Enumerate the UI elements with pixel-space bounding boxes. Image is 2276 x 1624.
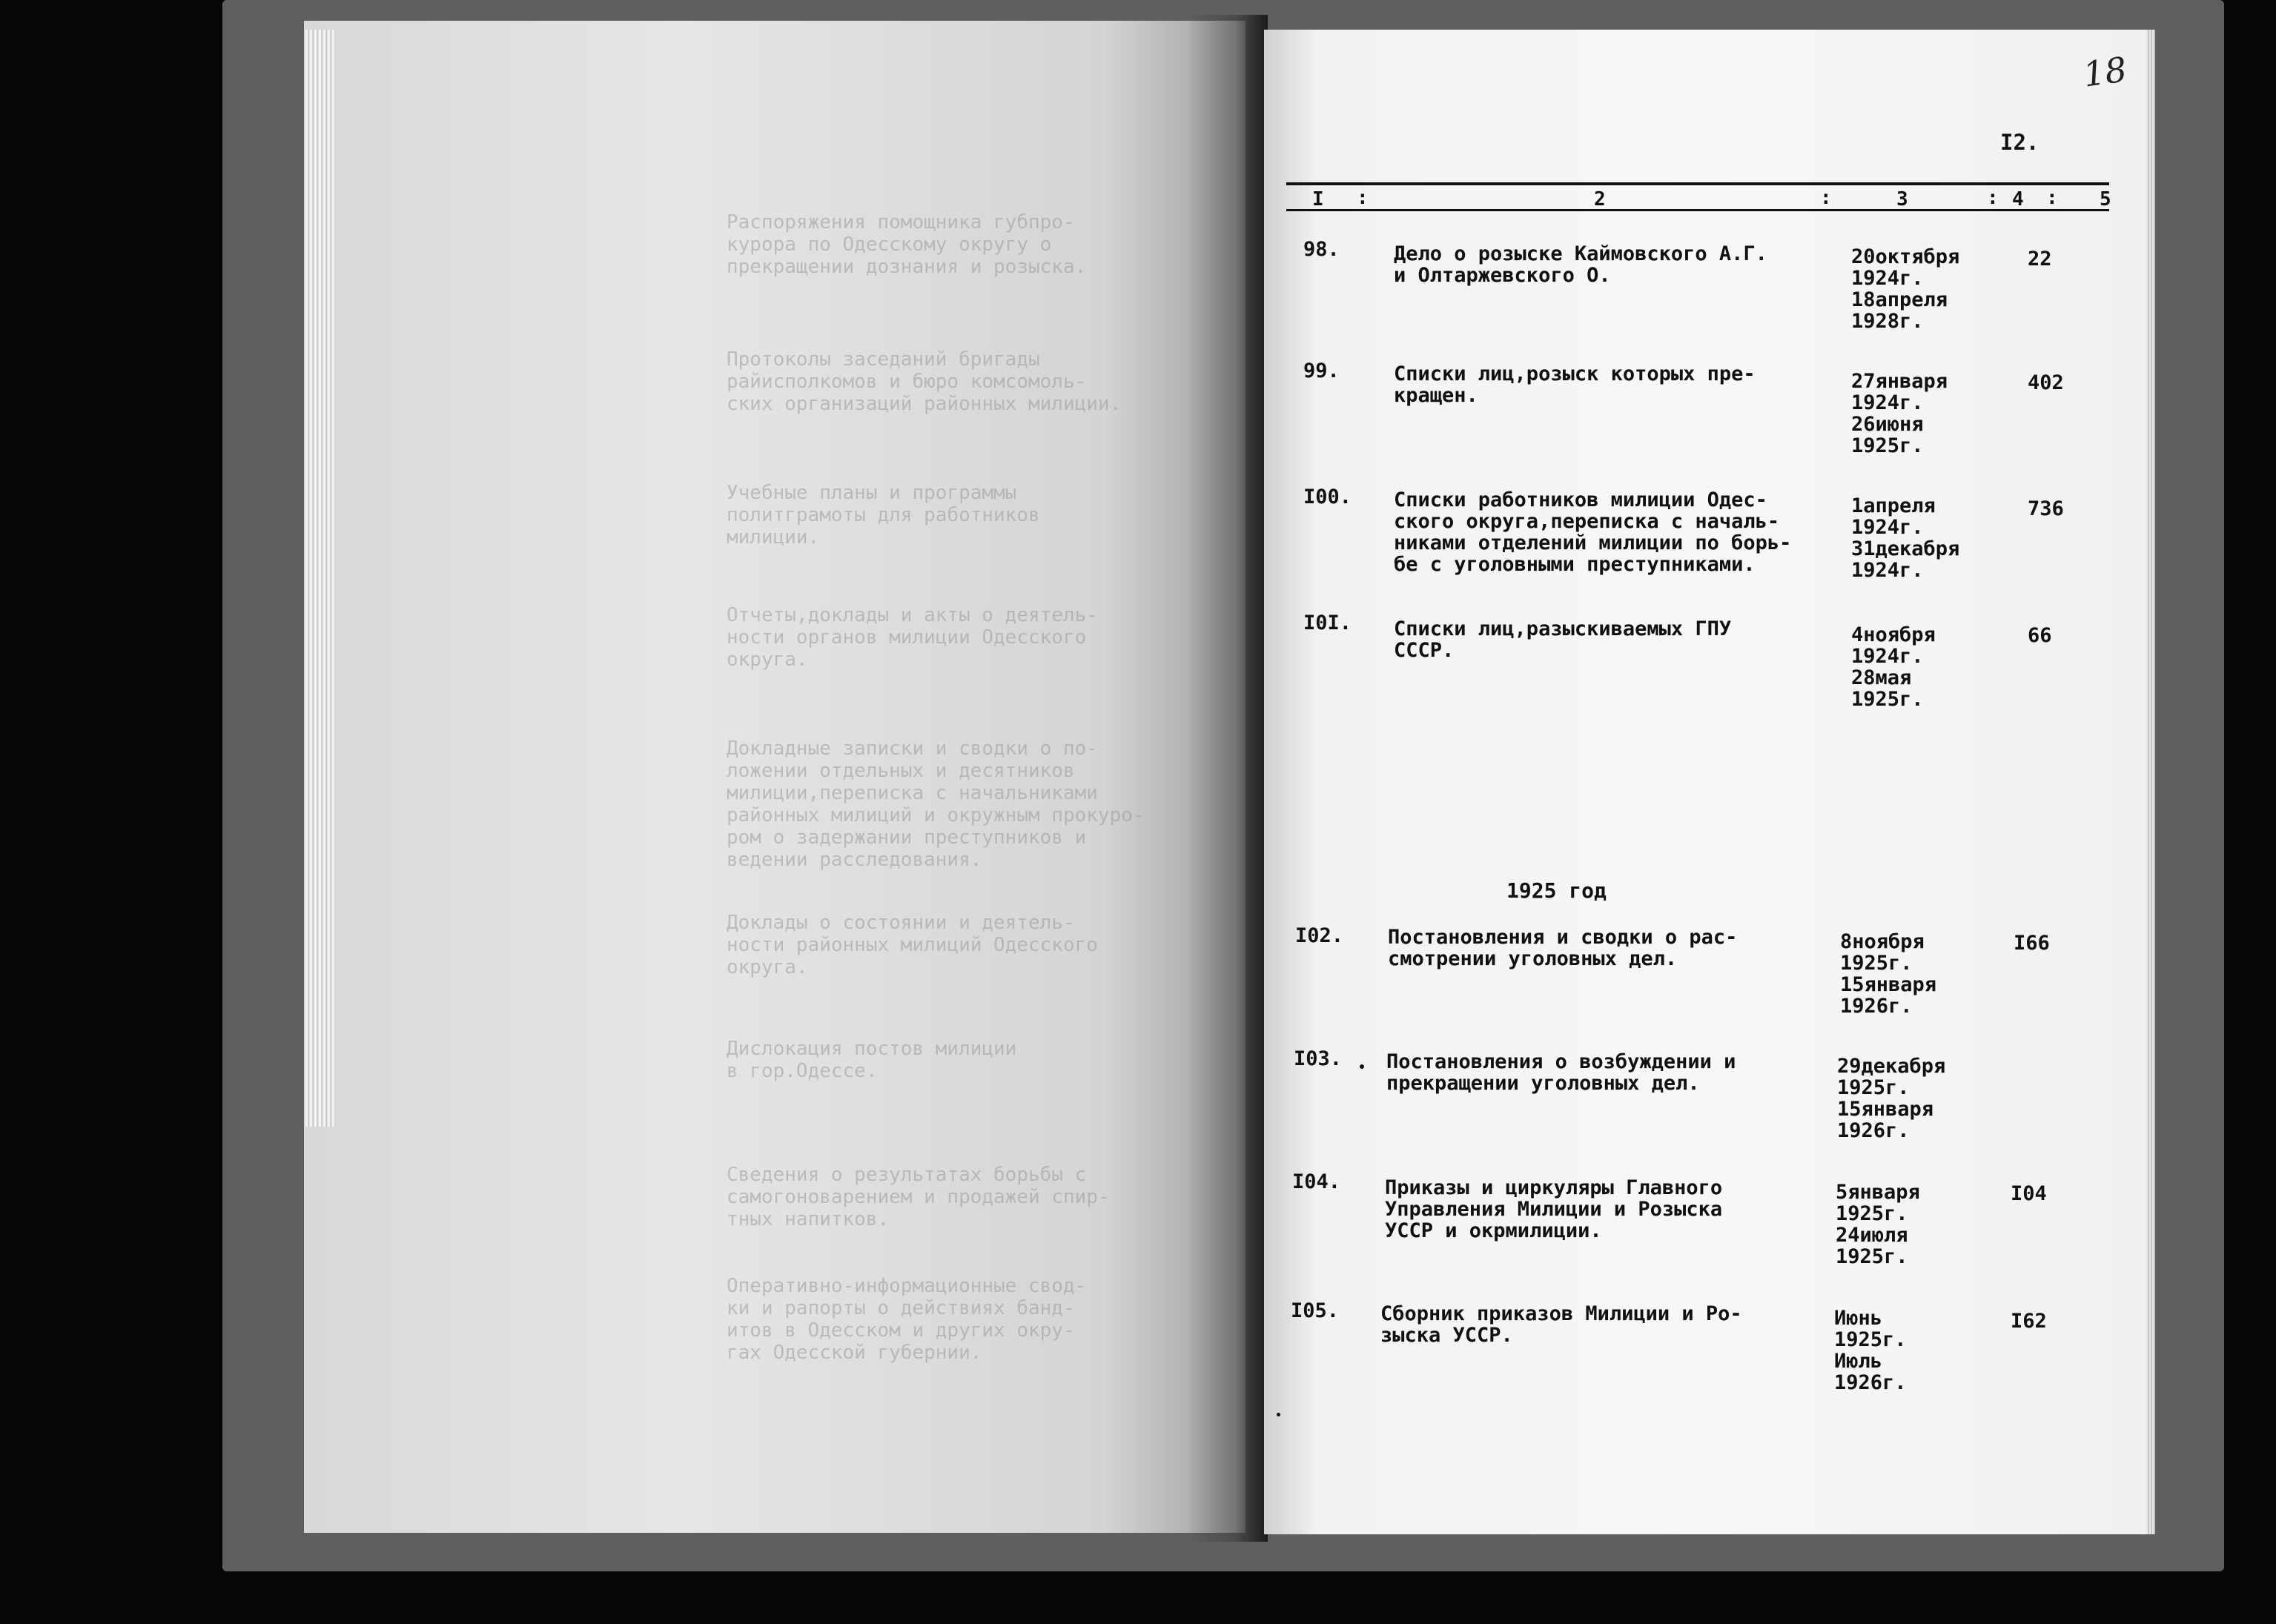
record-sheet-count: I66 [2014,932,2050,955]
date-line: 1925г. [1851,688,1924,711]
header-col-5: 5 [2100,188,2111,211]
record-title [1394,363,1756,406]
title-line: Управления Милиции и Розыска [1385,1198,1723,1221]
record-sheet-count: 66 [2028,624,2052,647]
header-col-2: 2 [1594,188,1606,211]
title-line: никами отделений милиции по борь- [1394,531,1792,554]
date-line: 15января [1837,1098,1934,1121]
date-line: 1апреля [1851,494,1936,517]
ink-fleck [1277,1413,1280,1416]
date-line: 31декабря [1851,537,1960,560]
ink-fleck [1360,1064,1364,1069]
date-line: 1924г. [1851,645,1924,668]
date-line: 4ноября [1851,623,1936,646]
record-dates [1836,1181,1920,1267]
date-line: 8ноября [1840,930,1925,953]
record-number: 98. [1303,238,1340,261]
date-line: 15января [1840,973,1937,996]
title-line: Списки работников милиции Одес- [1394,488,1767,511]
header-sep: : [2046,187,2058,209]
title-line: бе с уголовными преступниками. [1394,553,1756,576]
header-col-3: 3 [1896,188,1908,211]
record-dates [1851,624,1936,710]
page-number: I2. [2000,130,2040,155]
title-line: Постановления о возбуждении и [1386,1050,1736,1073]
record-number: I05. [1291,1299,1340,1322]
handwritten-folio-number: 18 [2080,49,2130,95]
record-sheet-count: 22 [2028,248,2052,271]
date-line: 1926г. [1840,995,1913,1018]
record-dates [1840,931,1936,1017]
record-title [1394,618,1731,661]
record-sheet-count: 736 [2028,497,2064,520]
date-line: 1925г. [1840,952,1913,975]
date-line: 20октября [1851,245,1960,268]
title-line: смотрении уголовных дел. [1388,947,1678,970]
right-page-stack-edge [2146,30,2155,1534]
date-line: 1925г. [1837,1076,1910,1099]
date-line: 26июня [1851,413,1924,436]
record-sheet-count: I62 [2011,1310,2047,1333]
title-line: Сборник приказов Милиции и Ро- [1380,1302,1742,1325]
bleed-text-5: Докладные записки и сводки о по- ложении отдельных и десятников милиции,переписка с начальниками районных милиций и окружным прокуро- ром о задержании преступников и ведении расследования. [727,738,1145,871]
record-number: I00. [1303,485,1352,508]
bleed-text-9: Оперативно-информационные свод- ки и рапорты о действиях банд- итов в Одесском и других окру- гах Одесской губернии. [727,1275,1087,1364]
record-number: I02. [1295,924,1344,947]
title-line: Постановления и сводки о рас- [1388,926,1738,949]
record-dates [1851,246,1959,332]
header-sep: : [1357,187,1369,209]
title-line: Списки лиц,розыск которых пре- [1394,362,1756,385]
record-number: 99. [1303,359,1340,382]
record-dates [1851,371,1948,457]
date-line: 1924г. [1851,516,1924,539]
date-line: 1925г. [1836,1245,1908,1268]
date-line: 1924г. [1851,559,1924,582]
spine-shadow [1186,15,1268,1542]
title-line: СССР. [1394,639,1455,662]
title-line: УССР и окрмилиции. [1385,1219,1602,1242]
bleed-text-7: Дислокация постов милиции в гор.Одессе. [727,1038,1017,1082]
date-line: Июль [1834,1350,1883,1373]
record-title [1385,1177,1722,1242]
record-dates [1851,495,1959,581]
date-line: 18апреля [1851,288,1948,311]
title-line: и Олтаржевского О. [1394,264,1611,287]
record-dates [1837,1055,1945,1141]
bleed-text-2: Протоколы заседаний бригады райисполкомов и бюро комсомоль- ских организаций районных милиции. [727,348,1122,415]
date-line: Июнь [1834,1307,1883,1330]
header-col-1: I [1312,188,1324,211]
date-line: 1928г. [1851,310,1924,333]
header-sep: : [1820,187,1832,209]
bleed-text-4: Отчеты,доклады и акты о деятель- ности органов милиции Одесского округа. [727,604,1098,671]
date-line: 1925г. [1834,1328,1907,1351]
bleed-text-6: Доклады о состоянии и деятель- ности районных милиций Одесского округа. [727,912,1098,978]
date-line: 28мая [1851,666,1912,689]
record-number: I0I. [1303,612,1352,634]
date-line: 29декабря [1837,1055,1946,1078]
left-page-stack-edge [305,30,335,1127]
title-line: прекращении уголовных дел. [1386,1072,1700,1095]
date-line: 1925г. [1851,434,1924,457]
header-sep: : [1987,187,1999,209]
record-sheet-count: I04 [2011,1182,2047,1205]
date-line: 24июля [1836,1224,1908,1247]
header-col-4: 4 [2012,188,2024,211]
year-heading: 1925 год [1506,878,1607,903]
header-rule-bottom [1286,209,2109,211]
title-line: Приказы и циркуляры Главного [1385,1176,1723,1199]
header-rule-top [1286,182,2109,185]
record-title [1388,927,1737,970]
bleed-text-3: Учебные планы и программы политграмоты для работников милиции. [727,482,1040,548]
date-line: 1926г. [1834,1371,1907,1394]
record-title [1386,1051,1736,1094]
bleed-text-8: Сведения о результатах борьбы с самогоноварением и продажей спир- тных напитков. [727,1164,1110,1230]
title-line: Списки лиц,разыскиваемых ГПУ [1394,617,1732,640]
date-line: 27января [1851,370,1948,393]
record-title [1380,1303,1742,1346]
title-line: кращен. [1394,384,1478,407]
record-sheet-count: 402 [2028,371,2064,394]
title-line: ского округа,переписка с началь- [1394,510,1780,533]
record-title [1394,489,1791,575]
record-number: I03. [1294,1047,1343,1070]
title-line: Дело о розыске Каймовского А.Г. [1394,242,1767,265]
title-line: зыска УССР. [1380,1324,1513,1347]
record-title [1394,243,1767,286]
bleed-text-1: Распоряжения помощника губпро- курора по Одесскому округу о прекращении дознания и розыска. [727,211,1087,278]
date-line: 1924г. [1851,267,1924,290]
date-line: 1925г. [1836,1202,1908,1225]
date-line: 5января [1836,1181,1920,1204]
record-number: I04. [1292,1170,1341,1193]
date-line: 1924г. [1851,391,1924,414]
record-dates [1834,1308,1907,1393]
date-line: 1926г. [1837,1119,1910,1142]
